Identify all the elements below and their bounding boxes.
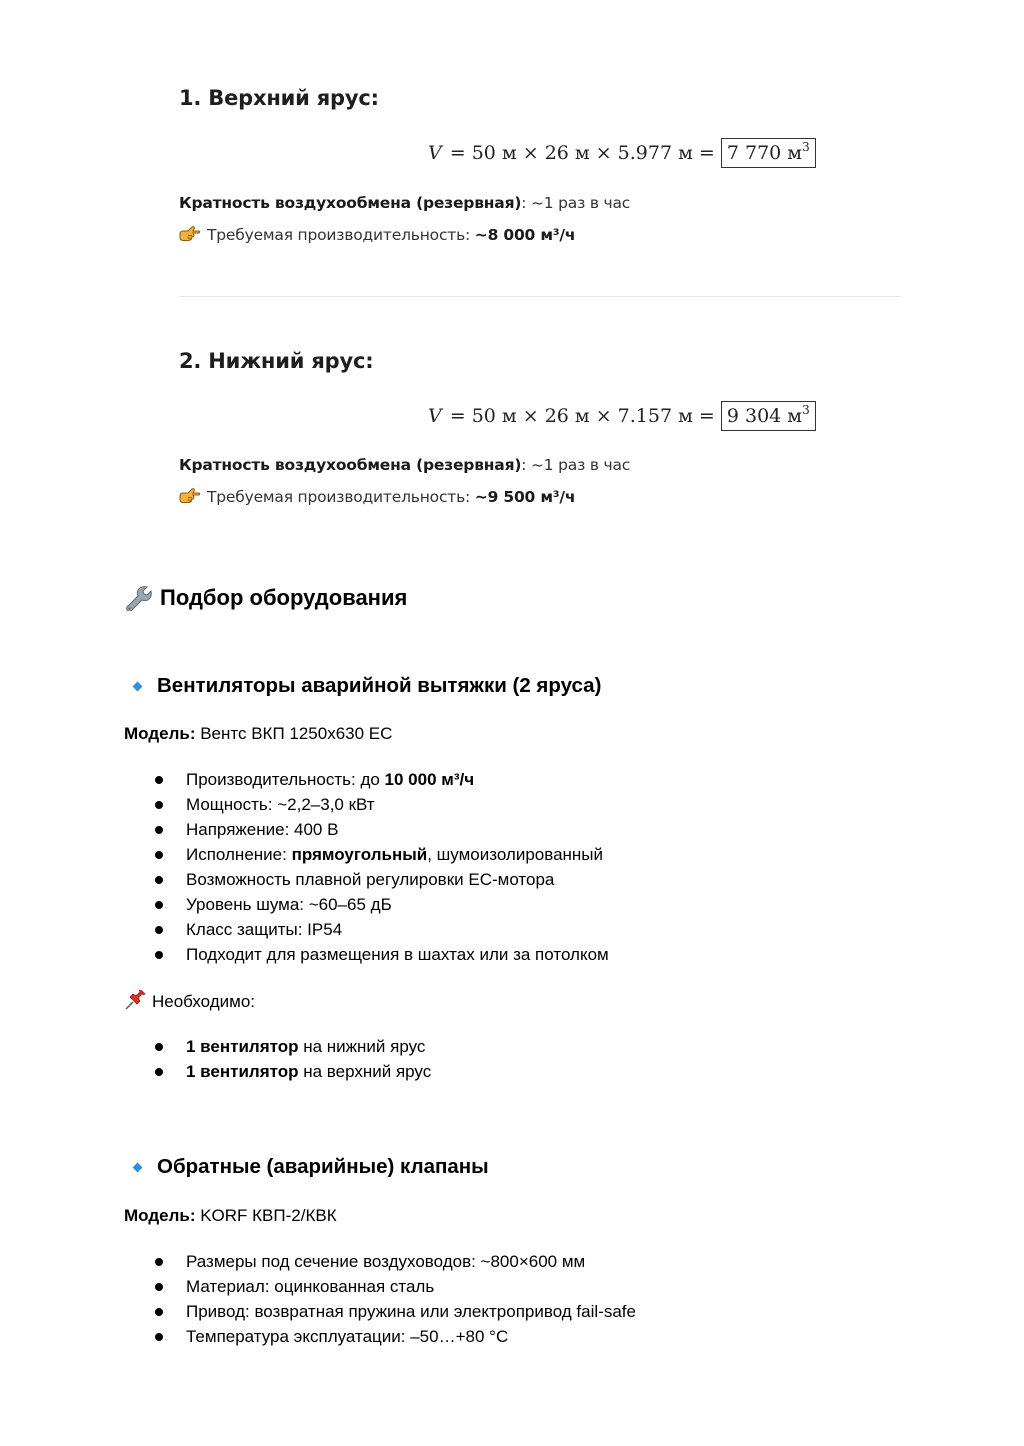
- required-capacity-value: ~8 000 м³/ч: [474, 226, 576, 244]
- list-item: [155, 792, 609, 817]
- list-item-text: на верхний ярус: [298, 1062, 432, 1081]
- list-item: [155, 867, 609, 892]
- list-item-bold: 1 вентилятор: [186, 1037, 299, 1056]
- required-label: Необходимо:: [152, 992, 256, 1011]
- bullet: [155, 876, 163, 884]
- valves-spec-list: [155, 1249, 636, 1349]
- list-item: [155, 767, 609, 792]
- bullet: [155, 1308, 163, 1316]
- list-item: [155, 1274, 636, 1299]
- formula-variable: V: [428, 405, 442, 427]
- formula-expression: = 50 м × 26 м × 7.157 м =: [449, 405, 715, 427]
- bullet: [155, 1068, 163, 1076]
- model-label: Модель:: [124, 1206, 196, 1225]
- list-item-text: Материал: оцинкованная сталь: [186, 1277, 435, 1296]
- fans-model: [124, 724, 392, 744]
- list-item-text: Размеры под сечение воздуховодов: ~800×600 мм: [186, 1252, 586, 1271]
- fans-required-note: [124, 990, 255, 1012]
- exchange-rate-value: : ~1 раз в час: [521, 194, 631, 212]
- bullet: [155, 776, 163, 784]
- bullet: [155, 1333, 163, 1341]
- pushpin-icon: [124, 990, 146, 1010]
- list-item-text: , шумоизолированный: [427, 845, 604, 864]
- formula-result-exponent: 3: [802, 403, 810, 417]
- valves-heading-text: Обратные (аварийные) клапаны: [157, 1155, 489, 1178]
- list-item: [155, 917, 609, 942]
- bullet: [155, 1283, 163, 1291]
- tier-2-required-capacity: [179, 487, 575, 506]
- list-item-bold: 10 000 м³/ч: [384, 770, 475, 789]
- formula-result: 7 770 м: [726, 142, 803, 164]
- list-item-text: Уровень шума: ~60–65 дБ: [186, 895, 392, 914]
- list-item-text: на нижний ярус: [298, 1037, 426, 1056]
- bullet: [155, 801, 163, 809]
- tier-1-exchange-rate: [179, 194, 630, 212]
- exchange-rate-label: Кратность воздухообмена (резервная): [179, 456, 522, 474]
- model-value: Вентс ВКП 1250х630 ЕС: [195, 724, 393, 743]
- tier-2-title: 2. Нижний ярус:: [179, 349, 374, 373]
- valves-heading: [124, 1155, 489, 1179]
- tier-2-formula: [428, 401, 816, 431]
- bullet: [155, 851, 163, 859]
- pointing-hand-icon: [179, 487, 201, 505]
- small-blue-diamond-icon: [133, 1162, 143, 1172]
- model-value: KORF КВП-2/КВК: [195, 1206, 337, 1225]
- list-item: [155, 1324, 636, 1349]
- formula-expression: = 50 м × 26 м × 5.977 м =: [449, 142, 715, 164]
- pointing-hand-icon: [179, 225, 201, 243]
- formula-variable: V: [428, 142, 442, 164]
- required-capacity-value: ~9 500 м³/ч: [474, 488, 576, 506]
- wrench-icon: [124, 585, 152, 611]
- fans-required-list: [155, 1034, 431, 1084]
- list-item-text: Класс защиты: IP54: [186, 920, 343, 939]
- tier-2-exchange-rate: [179, 456, 630, 474]
- bullet: [155, 1258, 163, 1266]
- valves-model: [124, 1206, 337, 1226]
- equipment-heading: [124, 585, 407, 611]
- list-item: [155, 892, 609, 917]
- tier-1-title: 1. Верхний ярус:: [179, 86, 379, 110]
- formula-result-box: [721, 401, 816, 431]
- formula-result-exponent: 3: [802, 140, 810, 154]
- list-item: [155, 1034, 431, 1059]
- bullet: [155, 926, 163, 934]
- list-item-text: Напряжение: 400 В: [186, 820, 339, 839]
- list-item: [155, 1299, 636, 1324]
- list-item: [155, 942, 609, 967]
- list-item-text: Мощность: ~2,2–3,0 кВт: [186, 795, 375, 814]
- small-blue-diamond-icon: [133, 681, 143, 691]
- list-item: [155, 1059, 431, 1084]
- model-label: Модель:: [124, 724, 196, 743]
- exchange-rate-label: Кратность воздухообмена (резервная): [179, 194, 522, 212]
- fans-heading-text: Вентиляторы аварийной вытяжки (2 яруса): [157, 674, 602, 697]
- fans-spec-list: [155, 767, 609, 967]
- list-item: [155, 842, 609, 867]
- tier-1-formula: [428, 138, 816, 168]
- exchange-rate-value: : ~1 раз в час: [521, 456, 631, 474]
- formula-result-box: [721, 138, 816, 168]
- bullet: [155, 826, 163, 834]
- formula-result: 9 304 м: [726, 405, 803, 427]
- list-item-text: Подходит для размещения в шахтах или за потолком: [186, 945, 609, 964]
- list-item-text: Производительность: до: [186, 770, 385, 789]
- required-capacity-label: Требуемая производительность:: [207, 488, 475, 506]
- section-divider: [179, 296, 901, 297]
- required-capacity-label: Требуемая производительность:: [207, 226, 475, 244]
- tier-1-required-capacity: [179, 225, 575, 244]
- equipment-heading-text: Подбор оборудования: [160, 585, 408, 610]
- list-item: [155, 817, 609, 842]
- list-item-text: Возможность плавной регулировки ЕС-мотора: [186, 870, 555, 889]
- list-item: [155, 1249, 636, 1274]
- list-item-bold: прямоугольный: [291, 845, 428, 864]
- list-item-text: Температура эксплуатации: –50…+80 °С: [186, 1327, 509, 1346]
- bullet: [155, 1043, 163, 1051]
- bullet: [155, 951, 163, 959]
- bullet: [155, 901, 163, 909]
- list-item-text: Исполнение:: [186, 845, 292, 864]
- list-item-text: Привод: возвратная пружина или электропривод fail-safe: [186, 1302, 636, 1321]
- list-item-bold: 1 вентилятор: [186, 1062, 299, 1081]
- fans-heading: [124, 674, 601, 698]
